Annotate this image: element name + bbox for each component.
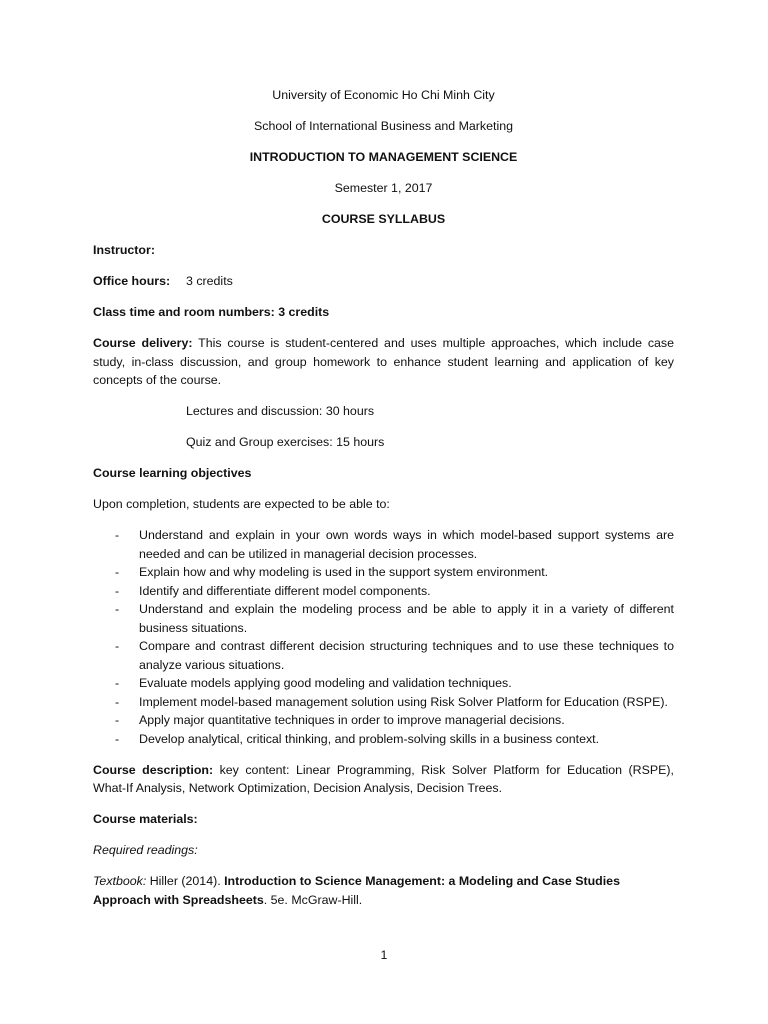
bullet-dash: - — [115, 602, 120, 616]
textbook-tail: . 5e. McGraw-Hill. — [263, 892, 363, 907]
course-delivery-paragraph — [93, 334, 674, 390]
bullet-dash: - — [115, 639, 120, 653]
objective-text: Evaluate models applying good modeling and validation techniques. — [139, 676, 512, 690]
objectives-list — [93, 526, 674, 748]
objective-item — [93, 674, 674, 693]
materials-heading: Course materials: — [93, 812, 198, 826]
required-readings-label: Required readings: — [93, 843, 198, 857]
page-number: 1 — [380, 948, 388, 962]
objective-item — [93, 563, 674, 582]
course-title: INTRODUCTION TO MANAGEMENT SCIENCE — [249, 150, 518, 164]
objective-text: Implement model-based management solution using Risk Solver Platform for Education (RSPE). — [139, 694, 668, 709]
objective-text: Identify and differentiate different model components. — [139, 583, 431, 598]
objective-text: Apply major quantitative techniques in order to improve managerial decisions. — [139, 713, 565, 727]
objectives-heading: Course learning objectives — [93, 466, 252, 480]
bullet-dash: - — [115, 565, 120, 579]
objective-item — [93, 637, 674, 674]
objectives-intro: Upon completion, students are expected to be able to: — [93, 497, 390, 511]
objective-item — [93, 582, 674, 601]
bullet-dash: - — [115, 713, 120, 727]
class-time-label: Class time and room numbers: 3 credits — [93, 305, 330, 319]
lectures-hours: Lectures and discussion: 30 hours — [186, 404, 375, 418]
textbook-label: Textbook: — [93, 874, 147, 888]
objective-item — [93, 526, 674, 563]
objective-item — [93, 711, 674, 730]
objective-item — [93, 693, 674, 712]
bullet-dash: - — [115, 731, 120, 746]
instructor-label: Instructor: — [93, 243, 155, 257]
objective-text: Compare and contrast different decision structuring techniques and to use these techniques to analyze various situations. — [139, 639, 674, 672]
course-delivery-label: Course delivery: — [93, 336, 193, 350]
objective-item — [93, 600, 674, 637]
textbook-author: Hiller (2014). — [146, 874, 225, 888]
university-name: University of Economic Ho Chi Minh City — [272, 88, 495, 102]
office-hours-line — [93, 272, 674, 291]
textbook-citation — [93, 872, 674, 909]
office-hours-label: Office hours: — [93, 274, 171, 288]
objective-text: Understand and explain the modeling process and be able to apply it in a variety of different business situations. — [139, 602, 674, 635]
course-description-paragraph — [93, 761, 674, 798]
semester: Semester 1, 2017 — [334, 181, 433, 195]
syllabus-page — [93, 86, 674, 986]
office-hours-value: 3 credits — [186, 274, 233, 288]
school-name: School of International Business and Marketing — [254, 119, 513, 133]
objective-item — [93, 730, 674, 749]
course-description-label: Course description: — [93, 762, 214, 777]
course-delivery-text: This course is student-centered and uses multiple approaches, which include case study, in-class discussion, and group homework to enhance student learning and application of key concepts of the course. — [93, 336, 674, 387]
quiz-hours: Quiz and Group exercises: 15 hours — [186, 435, 385, 449]
objective-text: Understand and explain in your own words ways in which model-based support systems are needed and can be utilized in managerial decision processes. — [139, 528, 674, 561]
course-description-text: key content: Linear Programming, Risk Solver Platform for Education (RSPE), What-If Analysis, Network Optimization, Decision Analysis, Decision Trees. — [93, 762, 674, 795]
bullet-dash: - — [115, 583, 120, 598]
objective-text: Develop analytical, critical thinking, and problem-solving skills in a business context. — [139, 731, 600, 746]
textbook-title: Introduction to Science Management: a Modeling and Case Studies Approach with Spreadsheets — [93, 874, 620, 907]
document-title: COURSE SYLLABUS — [321, 212, 446, 226]
objective-text: Explain how and why modeling is used in the support system environment. — [139, 565, 549, 579]
bullet-dash: - — [115, 676, 120, 690]
bullet-dash: - — [115, 528, 120, 542]
bullet-dash: - — [115, 694, 120, 709]
